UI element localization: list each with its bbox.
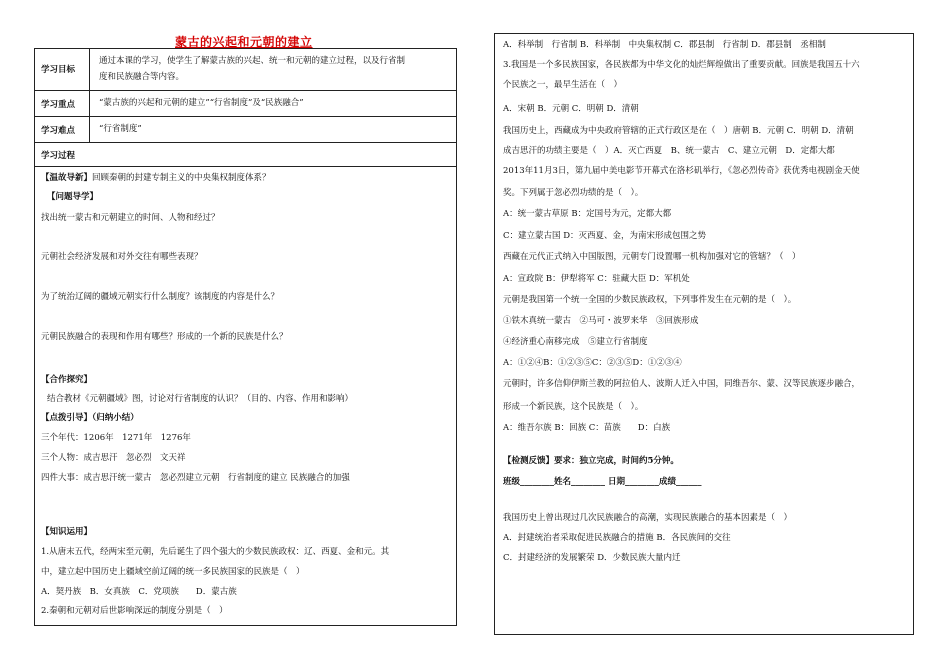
coop-text: 结合教材《元朝疆域》图，讨论对行省制度的认识？（目的、内容、作用和影响） <box>47 394 354 404</box>
right-line-22: C．封建经济的发展繁荣 D．少数民族大量内迁 <box>503 553 681 563</box>
right-line-10: C：建立蒙古国 D：灭西夏、金，为南宋形成包围之势 <box>503 231 707 241</box>
column-divider <box>89 49 90 90</box>
problem-1-line-2: 中，建立起中国历史上疆域空前辽阔的统一多民族国家的民族是（ ） <box>41 567 305 577</box>
summary-events: 四件大事：成吉思汗统一蒙古 忽必烈建立元朝 行省制度的建立 民族融合的加强 <box>41 473 350 483</box>
process-label: 学习过程 <box>41 151 76 161</box>
right-line-4: A．宋朝 B．元朝 C．明朝 D．清朝 <box>503 104 639 114</box>
right-line-16: A：①②④B：①②③⑤C：②③⑤D：①②③④ <box>503 358 682 368</box>
difficult-label: 学习难点 <box>41 126 76 136</box>
problem-2: 2.秦朝和元朝对后世影响深远的制度分别是（ ） <box>41 606 228 616</box>
summary-years: 三个年代：1206年 1271年 1276年 <box>41 433 191 443</box>
process-content <box>35 167 456 625</box>
apply-label: 【知识运用】 <box>41 527 93 537</box>
right-line-20: 我国历史上曾出现过几次民族融合的高潮，实现民族融合的基本因素是（ ） <box>503 513 793 523</box>
problem-1-line-1: 1.从唐末五代，经两宋至元朝，先后诞生了四个强大的少数民族政权：辽、西夏、金和元。其 <box>41 547 390 557</box>
right-line-18: 形成一个新民族，这个民族是（ ）。 <box>503 402 644 412</box>
student-info-fields: 班级________姓名________ 日期________成绩______ <box>503 477 702 487</box>
right-line-19: A：维吾尔族 B：回族 C：苗族 D：白族 <box>503 423 671 433</box>
right-line-11: 西藏在元代正式纳入中国版图，元朝专门设置哪一机构加强对它的管辖？（ ） <box>503 252 801 262</box>
question-2: 元朝社会经济发展和对外交往有哪些表现？ <box>41 252 203 262</box>
right-line-15: ④经济重心南移完成 ⑤建立行省制度 <box>503 337 648 347</box>
right-line-6: 成吉思汗的功绩主要是（ ）A．灭亡西夏 B、统一蒙古 C、建立元朝 D．定都大都 <box>503 146 835 156</box>
right-line-9: A：统一蒙古草原 B：定国号为元，定都大都 <box>503 209 672 219</box>
goal-line-2: 度和民族融合等内容。 <box>99 72 185 82</box>
study-table <box>34 48 457 626</box>
right-line-1: A．科举制 行省制 B．科举制 中央集权制 C．郡县制 行省制 D．郡县制 丞相制 <box>503 40 826 50</box>
coop-label: 【合作探究】 <box>41 375 93 385</box>
right-line-5: 我国历史上，西藏成为中央政府管辖的正式行政区是在（ ）唐朝 B．元朝 C．明朝 D．清朝 <box>503 126 854 136</box>
right-line-14: ①铁木真统一蒙古 ②马可・波罗来华 ③回族形成 <box>503 316 699 326</box>
question-3: 为了统治辽阔的疆域元朝实行什么制度？该制度的内容是什么？ <box>41 292 280 302</box>
question-4: 元朝民族融合的表现和作用有哪些？形成的一个新的民族是什么？ <box>41 332 288 342</box>
review-text: 回顾秦朝的封建专制主义的中央集权制度体系？ <box>92 173 271 183</box>
difficult-text: “行省制度” <box>99 124 142 134</box>
review-label: 【温故导新】 <box>41 173 93 183</box>
question-1: 找出统一蒙古和元朝建立的时间、人物和经过？ <box>41 213 220 223</box>
right-line-2: 3.我国是一个多民族国家，各民族都为中华文化的灿烂辉煌做出了重要贡献。回族是我国五十六 <box>503 60 860 70</box>
exercise-panel <box>494 33 914 635</box>
key-label: 学习重点 <box>41 100 76 110</box>
review-line <box>41 171 271 183</box>
right-line-12: A：宣政院 B：伊犁将军 C：驻藏大臣 D：军机处 <box>503 274 690 284</box>
difficult-row <box>35 117 456 143</box>
goal-line-1: 通过本课的学习，使学生了解蒙古族的兴起、统一和元朝的建立过程，以及行省制 <box>99 56 406 66</box>
goal-text <box>99 53 448 85</box>
column-divider <box>89 117 90 142</box>
key-text: “蒙古族的兴起和元朝的建立”“行省制度”及“民族融合” <box>99 98 304 108</box>
page-title: 蒙古的兴起和元朝的建立 <box>175 35 313 49</box>
right-line-7: 2013年11月3日，第九届中美电影节开幕式在洛杉矶举行，《忽必烈传奇》获优秀电视剧金天使 <box>503 166 860 176</box>
right-line-8: 奖。下列属于忽必烈功绩的是（ ）。 <box>503 188 644 198</box>
process-row <box>35 143 456 167</box>
right-line-21: A．封建统治者采取促进民族融合的措施 B．各民族间的交往 <box>503 533 731 543</box>
goal-row <box>35 49 456 91</box>
right-line-13: 元朝是我国第一个统一全国的少数民族政权，下列事件发生在元朝的是（ ）。 <box>503 295 797 305</box>
guide-label: 【问题导学】 <box>47 192 99 202</box>
column-divider <box>89 91 90 116</box>
feedback-label: 【检测反馈】要求：独立完成，时间约5分钟。 <box>503 456 679 466</box>
key-row <box>35 91 456 117</box>
summary-people: 三个人物：成吉思汗 忽必烈 文天祥 <box>41 453 186 463</box>
right-line-3: 个民族之一，最早生活在（ ） <box>503 80 623 90</box>
problem-1-options: A．契丹族 B．女真族 C．党项族 D．蒙古族 <box>41 587 237 597</box>
summary-label: 【点拨引导】（归纳小结） <box>41 413 139 423</box>
goal-label: 学习目标 <box>41 65 76 75</box>
right-line-17: 元朝时，许多信仰伊斯兰教的阿拉伯人、波斯人迁入中国，同维吾尔、蒙、汉等民族逐步融合， <box>503 379 861 389</box>
